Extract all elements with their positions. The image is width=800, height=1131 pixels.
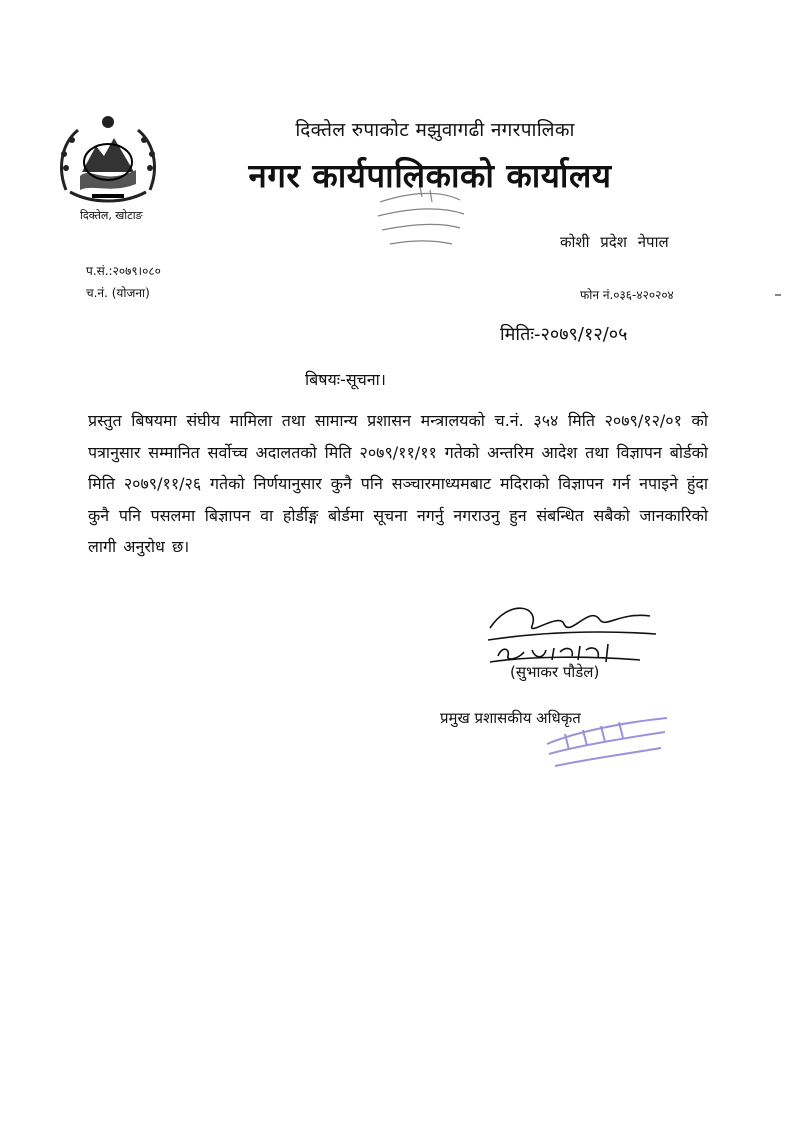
office-title: नगर कार्यपालिकाको कार्यालय — [248, 156, 612, 195]
dispatch-number: च.नं. (योजना) — [86, 286, 150, 300]
province-country: कोशी प्रदेश नेपाल — [560, 233, 669, 251]
emblem-caption: दिक्तेल, खोटाङ — [80, 209, 143, 222]
subject-line: बिषयः-सूचना। — [305, 370, 386, 389]
signer-name: (सुभाकर पौडेल) — [510, 663, 600, 681]
officer-stamp-icon — [535, 710, 675, 775]
scan-mark — [775, 294, 781, 296]
office-stamp-icon — [360, 182, 480, 262]
phone-number: फोन नं.०३६-४२०२०४ — [580, 288, 674, 302]
letter-date: मितिः-२०७९/१२/०५ — [500, 324, 628, 345]
signer-designation: प्रमुख प्रशासकीय अधिकृत — [440, 709, 581, 727]
notice-body: प्रस्तुत बिषयमा संघीय मामिला तथा सामान्य प्रशासन मन्त्रालयको च.नं. ३५४ मिति २०७९/१२/०१ को पत्रानुसार सम्मानित सर्वोच्च अदालतको मिति २०७९/११/११ गतेको अन्तरिम आदेश तथा विज्ञापन बोर्डको मिति २०७९/११/२६ गतेको निर्णयानुसार कुनै पनि सञ्चारमाध्यमबाट मदिराको विज्ञापन गर्न नपाइने हुंदा कुनै पनि पसलमा बिज्ञापन वा होर्डीङ्ग बोर्डमा सूचना नगर्नु नगराउनु हुन संबन्धित सबैको जानकारिको लागी अनुरोध छ। — [88, 411, 708, 556]
municipality-name: दिक्तेल रुपाकोट मझुवागढी नगरपालिका — [295, 119, 575, 141]
reference-number: प.सं.:२०७९।०८० — [86, 264, 161, 278]
